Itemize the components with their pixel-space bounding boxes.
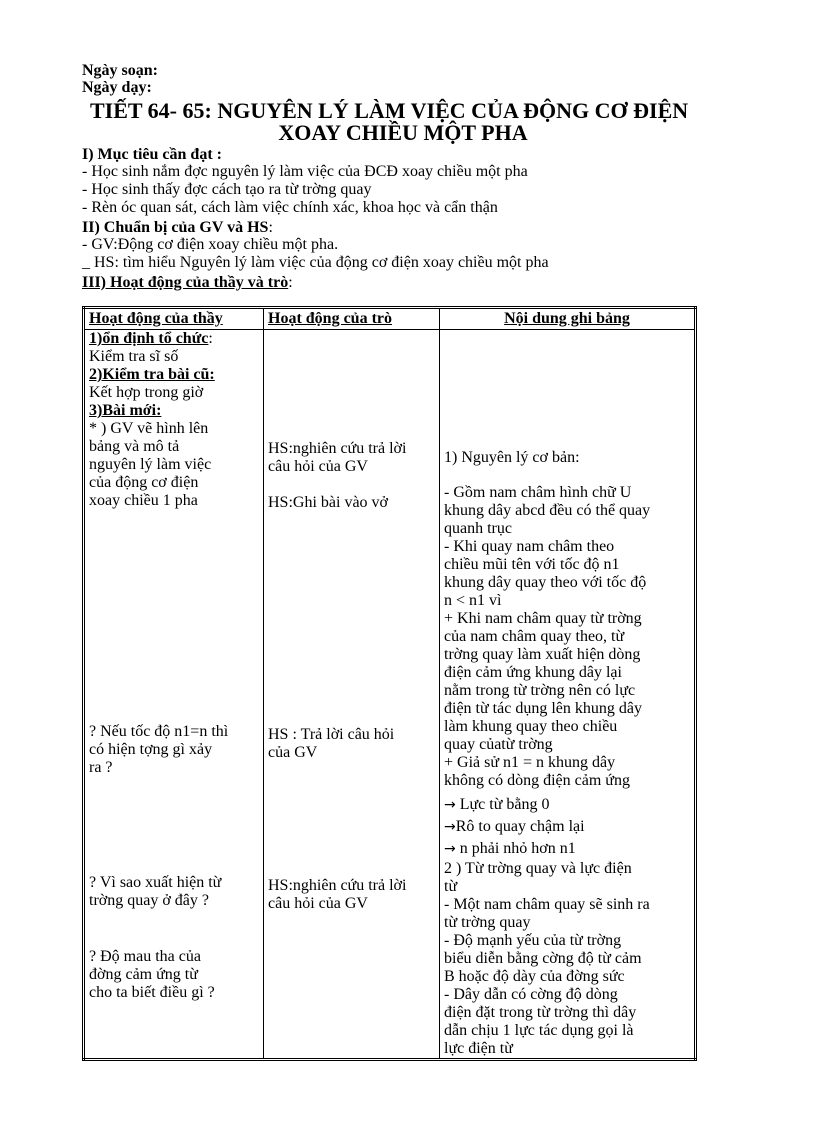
- ngay-soan-label: Ngày soạn:: [82, 62, 159, 79]
- text-line: không có dòng điện cảm ứng: [444, 772, 630, 789]
- section-2-heading-suffix: :: [268, 219, 273, 236]
- text-line: - Độ mạnh yếu của từ trờng: [444, 932, 622, 949]
- text-line: n < n1 vì: [444, 592, 502, 609]
- text-line: - Khi quay nam châm theo: [444, 538, 615, 555]
- content-p2: [444, 484, 690, 790]
- title-line-2: XOAY CHIỀU MỘT PHA: [278, 120, 528, 145]
- student-p1: [268, 440, 435, 476]
- student-p2: [268, 494, 435, 512]
- document-page: [82, 62, 694, 291]
- teacher-s1-text: Kiểm tra sĩ số: [89, 348, 179, 365]
- text-line: + Giả sử n1 = n khung dây: [444, 754, 616, 771]
- content-p3: [444, 860, 690, 1058]
- teacher-column: [84, 330, 264, 1060]
- section-1-heading: [82, 146, 694, 163]
- activities-table: [82, 306, 697, 1061]
- text-line: ? Độ mau tha của: [89, 948, 201, 965]
- text-line: dẫn chịu 1 lực tác dụng gọi là: [444, 1022, 634, 1039]
- text-line: - Dây dẫn có cờng độ dòng: [444, 986, 618, 1003]
- text-line: quanh trục: [444, 520, 512, 537]
- text-line: xoay chiều 1 pha: [89, 492, 198, 509]
- teacher-p2: [89, 723, 259, 777]
- teacher-s2-text: Kết hợp trong giờ: [89, 384, 204, 401]
- text-line: HS:Ghi bài vào vở: [268, 494, 389, 511]
- text-line: cho ta biết điều gì ?: [89, 984, 215, 1001]
- teacher-s1-title: 1)ổn định tổ chức: [89, 330, 209, 347]
- lesson-title: [82, 100, 694, 144]
- header-student: Hoạt động của trò: [264, 308, 440, 330]
- arrow-line: [444, 838, 690, 860]
- text-line: HS:nghiên cứu trả lời: [268, 877, 407, 894]
- teacher-p3: [89, 874, 259, 910]
- content-column: [440, 330, 696, 1060]
- text-line: trờng quay làm xuất hiện dòng: [444, 646, 641, 663]
- text-line: 1) Nguyên lý cơ bản:: [444, 449, 580, 466]
- arrow-text: n phải nhỏ hơn n1: [459, 840, 576, 857]
- text-line: biểu diễn bằng cờng độ từ cảm: [444, 950, 642, 967]
- text-line: - Gồm nam châm hình chữ U: [444, 484, 632, 501]
- arrow-line: [444, 794, 690, 816]
- arrow-line: [444, 816, 690, 838]
- objective-item: - Học sinh thấy đợc cách tạo ra từ trờng quay: [82, 181, 372, 198]
- header-content: Nội dung ghi bảng: [440, 308, 696, 330]
- arrow-text: Lực từ bằng 0: [459, 796, 550, 813]
- preparation-item: _ HS: tìm hiểu Nguyên lý làm việc của động cơ điện xoay chiều một pha: [82, 254, 549, 271]
- student-column: [264, 330, 440, 1060]
- objective-item: - Rèn óc quan sát, cách làm việc chính xác, khoa học và cẩn thận: [82, 199, 498, 216]
- section-3-heading-text: III) Hoạt động của thầy và trò: [82, 274, 289, 291]
- text-line: khung dây quay theo với tốc độ: [444, 574, 647, 591]
- text-line: trờng quay ở đây ?: [89, 892, 209, 909]
- text-line: lực điện từ: [444, 1040, 513, 1057]
- student-p4: [268, 877, 435, 913]
- text-line: + Khi nam châm quay từ trờng: [444, 610, 642, 627]
- text-line: điện đặt trong từ trờng thì dây: [444, 1004, 637, 1021]
- teacher-s2-title: 2)Kiểm tra bài cũ:: [89, 366, 215, 383]
- table-row: [84, 330, 696, 1060]
- text-line: nguyên lý làm việc: [89, 456, 212, 473]
- teacher-p1: [89, 420, 259, 510]
- arrow-right-icon: →: [444, 841, 456, 857]
- header-teacher: Hoạt động của thầy: [84, 308, 264, 330]
- text-line: câu hỏi của GV: [268, 895, 368, 912]
- content-arrows: [444, 794, 690, 860]
- preparation-item: - GV:Động cơ điện xoay chiều một pha.: [82, 236, 339, 253]
- text-line: - Một nam châm quay sẽ sinh ra: [444, 896, 650, 913]
- text-line: khung dây abcd đều có thể quay: [444, 502, 651, 519]
- text-line: 2 ) Từ trờng quay và lực điện: [444, 860, 632, 877]
- ngay-day-label: Ngày dạy:: [82, 79, 152, 96]
- text-line: của GV: [268, 744, 318, 761]
- text-line: bảng và mô tả: [89, 438, 180, 455]
- arrow-right-icon: →: [444, 797, 456, 813]
- section-2-heading: [82, 219, 694, 236]
- text-line: điện từ tác dụng lên khung dây: [444, 700, 642, 717]
- text-line: ? Nếu tốc độ n1=n thì: [89, 723, 229, 740]
- teacher-s3-title: 3)Bài mới:: [89, 402, 162, 419]
- section-2-heading-text: II) Chuẩn bị của GV và HS: [82, 219, 269, 236]
- arrow-right-icon: →: [444, 819, 456, 835]
- text-line: ? Vì sao xuất hiện từ: [89, 874, 222, 891]
- text-line: có hiện tợng gì xảy: [89, 741, 213, 758]
- text-line: làm khung quay theo chiều: [444, 718, 618, 735]
- section-1-heading-suffix: :: [212, 146, 222, 163]
- teacher-s1-suffix: :: [208, 330, 213, 347]
- text-line: từ: [444, 878, 458, 895]
- text-line: B hoặc độ dày của đờng sức: [444, 968, 625, 985]
- objective-item: - Học sinh nắm đợc nguyên lý làm việc của ĐCĐ xoay chiều một pha: [82, 163, 528, 180]
- section-3-heading-suffix: :: [288, 274, 293, 291]
- title-line-1: TIẾT 64- 65: NGUYÊN LÝ LÀM VIỆC CỦA ĐỘNG CƠ ĐIỆN: [90, 98, 689, 123]
- text-line: chiều mũi tên với tốc độ n1: [444, 556, 620, 573]
- section-3-heading: [82, 274, 694, 291]
- student-p3: [268, 726, 435, 762]
- text-line: của động cơ điện: [89, 474, 199, 491]
- text-line: của nam châm quay theo, từ: [444, 628, 625, 645]
- text-line: nằm trong từ trờng nên có lực: [444, 682, 636, 699]
- text-line: đờng cảm ứng từ: [89, 966, 198, 983]
- text-line: điện cảm ứng khung dây lại: [444, 664, 622, 681]
- text-line: câu hỏi của GV: [268, 458, 368, 475]
- text-line: * ) GV vẽ hình lên: [89, 420, 209, 437]
- text-line: ra ?: [89, 759, 113, 776]
- table-header-row: [84, 308, 696, 330]
- content-p1: [444, 449, 690, 467]
- teacher-p4: [89, 948, 259, 1002]
- text-line: HS : Trả lời câu hỏi: [268, 726, 395, 743]
- text-line: từ trờng quay: [444, 914, 531, 931]
- section-1-heading-text: I) Mục tiêu cần đạt: [82, 146, 213, 163]
- text-line: HS:nghiên cứu trả lời: [268, 440, 407, 457]
- text-line: quay củatừ trờng: [444, 736, 553, 753]
- arrow-text: Rô to quay chậm lại: [455, 818, 585, 835]
